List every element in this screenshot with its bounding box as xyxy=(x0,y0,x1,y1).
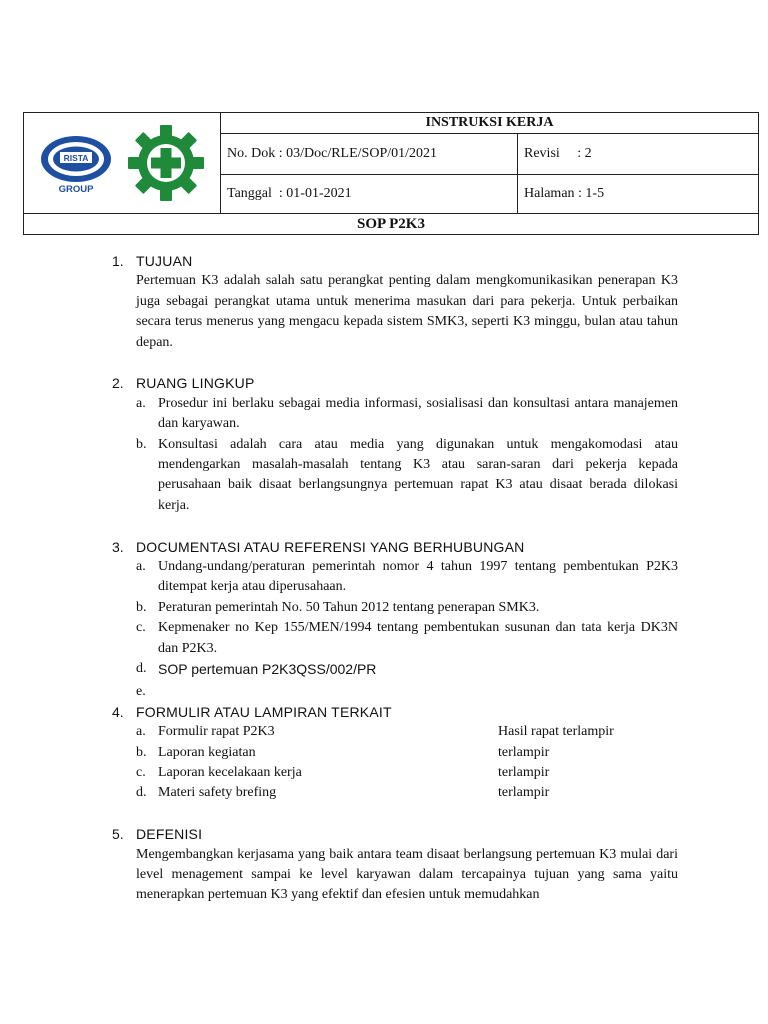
attachment-name: Formulir rapat P2K3 xyxy=(158,724,275,740)
attachment-status: terlampir xyxy=(498,744,550,760)
attachment-name: Materi safety brefing xyxy=(158,785,277,801)
gear-cross-icon xyxy=(112,119,213,205)
list-item: b. Konsultasi adalah cara atau media yang digunakan untuk mengakomodasi atau mendengarkan masalah-masalah tentang K3 atau saran-saran dari pekerja kepada perusahaan baik disaat berlangsungnya pertemuan rapat K3 atau disaat berada dilokasi kerja. xyxy=(136,436,678,513)
svg-text:RISTA: RISTA xyxy=(63,153,89,163)
section-number: 3. xyxy=(112,538,124,555)
svg-text:GROUP: GROUP xyxy=(58,184,94,195)
attachment-name: Laporan kegiatan xyxy=(158,744,256,760)
attachment-status: terlampir xyxy=(498,785,550,801)
document-body xyxy=(112,251,678,906)
section-title: FORMULIR ATAU LAMPIRAN TERKAIT xyxy=(136,703,392,720)
attachment-row: b. Laporan kegiatan terlampir xyxy=(136,743,678,763)
section-tujuan xyxy=(112,251,678,353)
section-number: 1. xyxy=(112,253,124,269)
section-title: DEFENISI xyxy=(136,826,203,843)
section-formulir xyxy=(112,702,678,804)
rista-group-logo xyxy=(38,119,213,205)
list-item: d. SOP pertemuan P2K3QSS/002/PR xyxy=(136,661,377,678)
section-title: TUJUAN xyxy=(136,253,193,269)
attachment-row: d. Materi safety brefing terlampir xyxy=(136,783,678,803)
attachment-name: Laporan kecelakaan kerja xyxy=(158,765,302,781)
revision: Revisi : 2 xyxy=(518,134,759,175)
section-paragraph: Pertemuan K3 adalah salah satu perangkat penting dalam mengkomunikasikan penerapan K3 juga sebagai perangkat utama untuk menerima masukan dari para pekerja. Untuk perbaikan secara terus menerus yang mengacu kepada sistem SMK3, seperti K3 minggu, bulan atau tahun depan. xyxy=(136,273,678,350)
section-number: 5. xyxy=(112,826,124,843)
list-item: c. Kepmenaker no Kep 155/MEN/1994 tentang pembentukan susunan dan tata kerja DK3N dan P2K3. xyxy=(136,620,678,656)
section-ruang-lingkup xyxy=(112,373,678,516)
section-paragraph: Mengembangkan kerjasama yang baik antara team disaat berlangsung pertemuan K3 mulai dari level menagement sampai ke level karyawan dalam tercapainya tujuan yang sama yaitu menerapkan pertemuan K3 yang efektif dan efesien untuk memudahkan xyxy=(136,846,678,903)
attachment-status: Hasil rapat terlampir xyxy=(498,724,614,740)
sop-title: SOP P2K3 xyxy=(24,214,759,235)
page-range: Halaman : 1-5 xyxy=(518,175,759,214)
list-item: a. Undang-undang/peraturan pemerintah nomor 4 tahun 1997 tentang pembentukan P2K3 ditempat kerja atau diperusahaan. xyxy=(136,559,678,595)
document-title: INSTRUKSI KERJA xyxy=(221,113,759,134)
date: Tanggal : 01-01-2021 xyxy=(221,175,518,214)
attachment-row: a. Formulir rapat P2K3 Hasil rapat terlampir xyxy=(136,722,678,742)
section-defenisi xyxy=(112,824,678,906)
section-documentasi xyxy=(112,537,678,702)
list-item: b. Peraturan pemerintah No. 50 Tahun 2012 tentang penerapan SMK3. xyxy=(136,599,540,615)
attachment-status: terlampir xyxy=(498,765,550,781)
list-item: e. xyxy=(136,683,146,699)
list-item: a. Prosedur ini berlaku sebagai media informasi, sosialisasi dan konsultasi antara manajemen dan karyawan. xyxy=(136,395,678,432)
section-number: 4. xyxy=(112,703,124,720)
section-title: RUANG LINGKUP xyxy=(136,375,255,392)
doc-number: No. Dok : 03/Doc/RLE/SOP/01/2021 xyxy=(221,134,518,175)
attachment-row: c. Laporan kecelakaan kerja terlampir xyxy=(136,763,678,783)
section-title: DOCUMENTASI ATAU REFERENSI YANG BERHUBUNGAN xyxy=(136,538,525,555)
section-number: 2. xyxy=(112,375,124,392)
header-table xyxy=(23,112,759,235)
logo-cell xyxy=(24,113,221,214)
